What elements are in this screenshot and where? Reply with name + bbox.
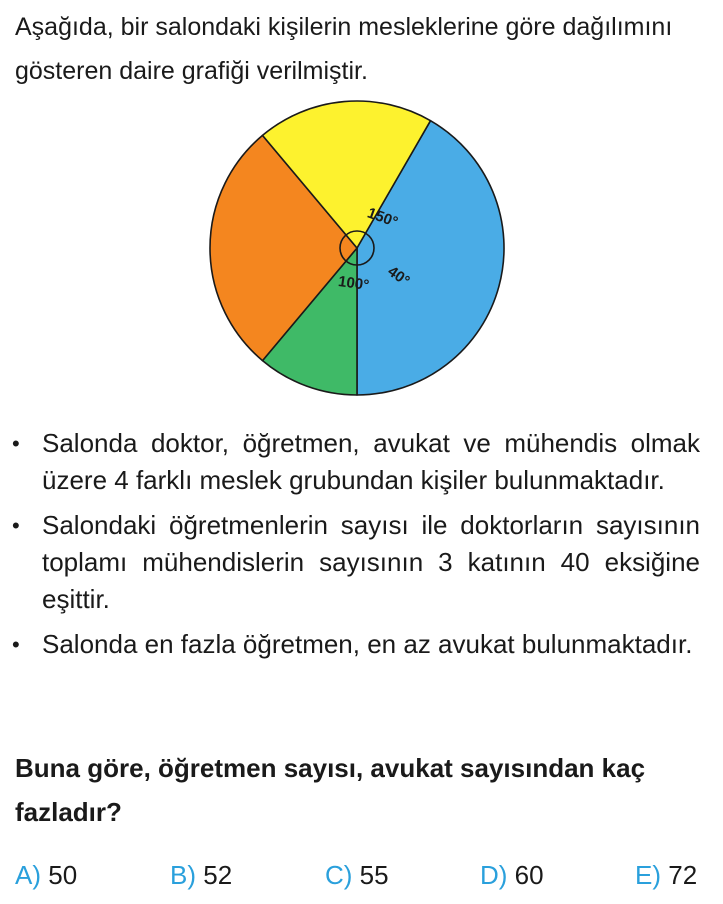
option-letter: D)	[480, 860, 508, 890]
bullet-text: Salonda en fazla öğretmen, en az avukat bulunmaktadır.	[42, 629, 693, 659]
slice-angle-label: 40°	[384, 262, 413, 290]
option-e[interactable]	[635, 860, 697, 891]
bullet-item	[10, 507, 700, 618]
option-value: 72	[668, 860, 698, 890]
option-letter: B)	[170, 860, 196, 890]
bullet-text: Salondaki öğretmenlerin sayısı ile doktorların sayısının toplamı mühendislerin sayısının 3 katının 40 eksiğine eşittir.	[42, 510, 700, 614]
option-b[interactable]	[170, 860, 232, 891]
option-value: 50	[48, 860, 78, 890]
intro-text: Aşağıda, bir salondaki kişilerin mesleklerine göre dağılımını gösteren daire grafiği verilmiştir.	[15, 13, 673, 85]
bullet-item	[10, 425, 700, 499]
option-value: 55	[359, 860, 389, 890]
bullet-list	[10, 425, 700, 671]
bullet-dot: •	[12, 513, 20, 538]
option-letter: A)	[15, 860, 41, 890]
option-c[interactable]	[325, 860, 389, 891]
pie-chart	[0, 0, 723, 420]
option-letter: E)	[635, 860, 661, 890]
answer-options	[15, 860, 705, 896]
bullet-text: Salonda doktor, öğretmen, avukat ve mühendis olmak üzere 4 farklı meslek grubundan kişiler bulunmaktadır.	[42, 428, 700, 495]
option-letter: C)	[325, 860, 353, 890]
bullet-dot: •	[12, 632, 20, 657]
option-a[interactable]	[15, 860, 77, 891]
option-value: 60	[514, 860, 544, 890]
option-d[interactable]	[480, 860, 544, 891]
bullet-item	[10, 626, 700, 663]
slice-angle-label: 100°	[337, 272, 371, 295]
bullet-dot: •	[12, 431, 20, 456]
slice-angle-label: 150°	[365, 204, 401, 232]
option-value: 52	[203, 860, 233, 890]
question-text: Buna göre, öğretmen sayısı, avukat sayısından kaç fazladır?	[15, 753, 646, 827]
